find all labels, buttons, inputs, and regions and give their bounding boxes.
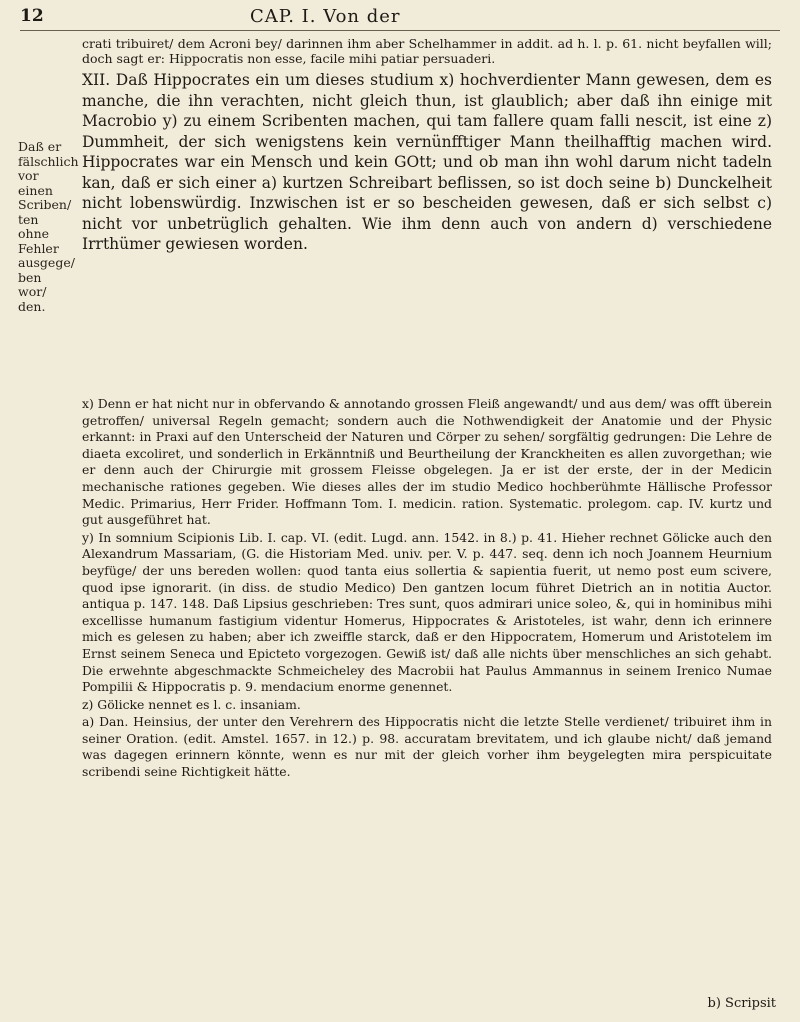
footnote-a: a) Dan. Heinsius, der unter den Verehrern des Hippocratis nicht die letzte Stelle verdienet/ tribuiret ihm in seiner Oration. (edit. Amstel. 1657. in 12.) p. 98. accuratam brevitatem, und ich glaube nicht/ daß jemand was dagegen erinnern könnte, wenn es nur mit der gleich vorher ihm beygelegten mira perspicuitate scribendi seine Richtigkeit hätte.	[82, 714, 772, 780]
footnotes	[82, 396, 772, 782]
running-title: CAP. I. Von der	[250, 6, 401, 27]
continued-note: crati tribuiret/ dem Acroni bey/ darinnen ihm aber Schelhammer in addit. ad h. l. p. 61. nicht beyfallen will; doch sagt er: Hippocratis non esse, facile mihi patiar persuaderi.	[82, 36, 772, 66]
running-header	[20, 4, 780, 31]
main-text-block	[82, 36, 772, 255]
page-number: 12	[20, 6, 44, 26]
footnote-z: z) Gölicke nennet es l. c. insaniam.	[82, 696, 301, 712]
paragraph-xii: XII. Daß Hippocrates ein um dieses studium x) hochverdienter Mann gewesen, dem es manche, die ihn verachten, nicht gleich thun, ist glaublich; aber daß ihn einige mit Macrobio y) zu einem Scribenten machen, qui tam fallere quam falli nescit, ist eine z) Dummheit, der sich wenigstens kein vernünfftiger Mann theilhafftig machen wird. Hippocrates war ein Mensch und kein GOtt; und ob man ihn wohl darum nicht tadeln kan, daß er sich einer a) kurtzen Schreibart beflissen, so ist doch seine b) Dunckelheit nicht lobenswürdig. Inzwischen ist er so bescheiden gewesen, daß er sich selbst c) nicht vor unbetrüglich gehalten. Wie ihm denn auch von andern d) verschiedene Irrthümer gewiesen worden.	[82, 71, 772, 253]
footnote-x: x) Denn er hat nicht nur in obfervando & annotando grossen Fleiß angewandt/ und aus dem/ was offt überein getroffen/ universal Regeln gemacht; sondern auch die Nothwendigkeit der Anatomie und der Physic erkannt: in Praxi auf den Unterscheid der Naturen und Cörper zu sehen/ sorgfältig gedrungen: Die Lehre de diaeta excoliret, und sonderlich in Erkänntniß und Beurtheilung der Kranckheiten es allen zuvorgethan; wie er denn auch der Chirurgie mit grossem Fleisse obgelegen. Ja er ist der erste, der in der Medicin mechanische rationes gegeben. Wie dieses alles der im studio Medico hochberühmte Hällische Professor Medic. Primarius, Herr Frider. Hoffmann Tom. I. medicin. ration. Systematic. prolegom. cap. IV. kurtz und gut ausgeführet hat.	[82, 396, 772, 528]
margin-note: Daß er fälschlich vor einen Scriben/ ten ohne Fehler ausgege/ ben wor/ den.	[18, 139, 79, 314]
catchword: b) Scripsit	[707, 996, 776, 1011]
footnote-y: y) In somnium Scipionis Lib. I. cap. VI. (edit. Lugd. ann. 1542. in 8.) p. 41. Hieher rechnet Gölicke auch den Alexandrum Massariam, (G. die Historiam Med. univ. per. V. p. 447. seq. denn ich noch Joannem Heurnium beyfüge/ der uns bereden wollen: quod tanta eius sollertia & sapientia fuerit, ut nemo post eum scivere, quod ipse ignorarit. (in diss. de studio Medico) Den gantzen locum führet Dietrich an in notitia Auctor. antiqua p. 147. 148. Daß Lipsius geschrieben: Tres sunt, quos admirari unice soleo, &, qui in hominibus mihi excellisse humanum fastigium videntur Homerus, Hippocrates & Aristoteles, ist wahr, denn ich erinnere mich es gelesen zu haben; aber ich zweiffle starck, daß er den Hippocratem, Homerum und Aristotelem im Ernst seinem Seneca und Epicteto vorgezogen. Gewiß ist/ daß alle nichts über menschliches an sich gehabt. Die erwehnte abgeschmackte Schmeicheley des Macrobii hat Paulus Ammannus in seinem Irenico Numae Pompilii & Hippocratis p. 9. mendacium enorme genennet.	[82, 529, 772, 695]
